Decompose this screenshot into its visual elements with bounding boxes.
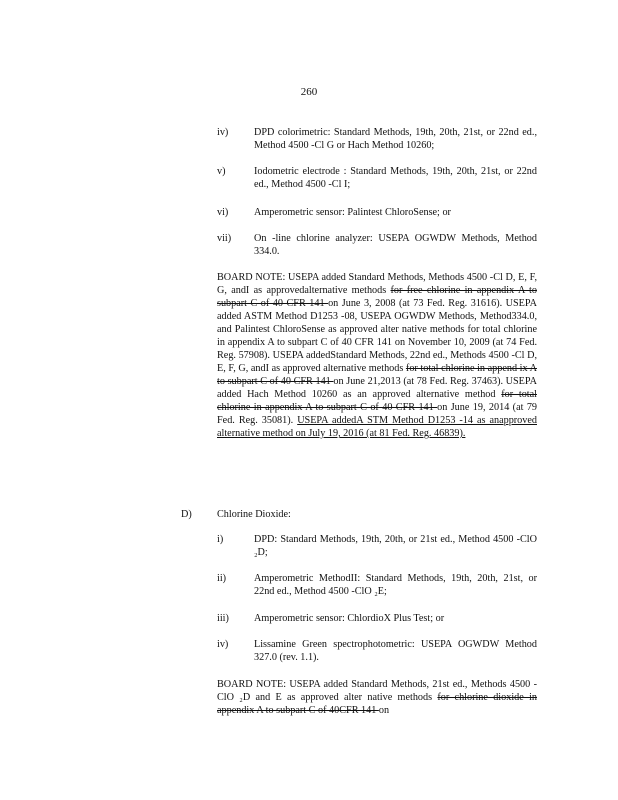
note-text: BOARD NOTE: USEPA added Standard Methods, 21st ed., Methods 4500 -ClO ₂D and E as approved alter native methods <box>217 679 537 703</box>
deleted-text: for total chlorine in append ix A to subpart C of 40 CFR 141 <box>217 363 537 387</box>
list-text: DPD: Standard Methods, 19th, 20th, or 21st ed., Method 4500 -ClO ₂D; <box>254 534 537 558</box>
deleted-text: for chlorine dioxide in appendix A to subpart C of 40CFR 141 <box>217 692 537 716</box>
list-marker: vi) <box>217 207 229 218</box>
section-title: Chlorine Dioxide: <box>217 509 291 520</box>
list-marker: iv) <box>217 127 229 138</box>
list-marker: v) <box>217 166 226 177</box>
list-text: Amperometric MethodII: Standard Methods, 19th, 20th, 21st, or 22nd ed., Method 4500 -ClO ₂E; <box>254 573 537 597</box>
list-marker: vii) <box>217 233 232 244</box>
list-marker: iii) <box>217 613 229 624</box>
section-marker: D) <box>181 509 192 520</box>
page-number: 260 <box>300 86 318 98</box>
note-text: on <box>378 705 390 716</box>
list-text: Amperometric sensor: ChlordioX Plus Test; or <box>254 613 445 624</box>
list-text: DPD colorimetric: Standard Methods, 19th, 20th, 21st, or 22nd ed., Method 4500 -Cl G or Hach Method 10260; <box>254 127 537 151</box>
inserted-text: USEPA addedA STM Method D1253 -14 as anapproved alternative method on July 19, 2016 (at 81 Fed. Reg. 46839). <box>217 415 537 439</box>
list-text: On -line chlorine analyzer: USEPA OGWDW Methods, Method 334.0. <box>254 233 537 257</box>
note-text: on June 19, 2014 (at 79 Fed. Reg. 35081). <box>217 402 538 426</box>
list-text: Lissamine Green spectrophotometric: USEPA OGWDW Method 327.0 (rev. 1.1). <box>254 639 537 663</box>
deleted-text: for free chlorine in appendix A to subpart C of 40 CFR 141 <box>217 285 537 309</box>
list-marker: ii) <box>217 573 227 584</box>
board-note-chlorine <box>217 271 537 440</box>
note-text: on June 3, 2008 (at 73 Fed. Reg. 31616). USEPA added ASTM Method D1253 -08, USEPA OGWDW Methods, Method334.0, and Palintest ChloroSense as approved alter native methods for total chlorine in appendix A to subpart C of 40 CFR 141 on November 10, 2009 (at 74 Fed. Reg. 57908). USEPA addedStandard Methods, 22nd ed., Methods 4500 -Cl D, E, F, G, andI as approved alternative methods <box>217 298 537 374</box>
note-text: BOARD NOTE: USEPA added Standard Methods, Methods 4500 -Cl D, E, F, G, andI as approvedalternative methods <box>217 272 537 296</box>
deleted-text: for total chlorine in appendix A to subpart C of 40 CFR 141 <box>217 389 537 413</box>
note-text: on June 21,2013 (at 78 Fed. Reg. 37463). USEPA added Hach Method 10260 as an approved alternative method <box>217 376 537 400</box>
board-note-chlorine-dioxide <box>217 678 537 717</box>
list-text: Iodometric electrode : Standard Methods, 19th, 20th, 21st, or 22nd ed., Method 4500 -Cl I; <box>254 166 537 190</box>
list-marker: iv) <box>217 639 229 650</box>
list-text: Amperometric sensor: Palintest ChloroSense; or <box>254 207 451 218</box>
list-marker: i) <box>217 534 224 545</box>
